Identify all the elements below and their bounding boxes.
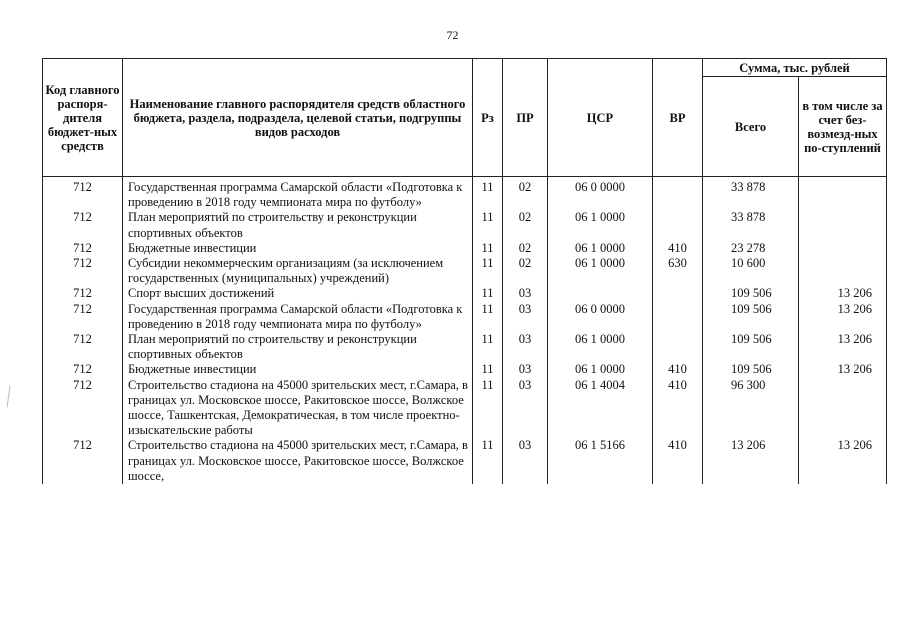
row-free <box>799 210 887 240</box>
header-pr: ПР <box>503 59 548 177</box>
table-row <box>43 302 887 332</box>
row-rz: 11 <box>473 286 503 301</box>
row-code: 712 <box>43 302 123 332</box>
table-row <box>43 256 887 286</box>
table-row <box>43 332 887 362</box>
row-csr: 06 1 5166 <box>548 438 653 484</box>
row-code: 712 <box>43 438 123 484</box>
row-csr: 06 1 4004 <box>548 378 653 439</box>
header-sum-group: Сумма, тыс. рублей <box>703 59 887 77</box>
row-vr <box>653 332 703 362</box>
row-code: 712 <box>43 241 123 256</box>
row-name: Спорт высших достижений <box>123 286 473 301</box>
row-name: Бюджетные инвестиции <box>123 362 473 377</box>
row-vr: 410 <box>653 241 703 256</box>
row-free <box>799 241 887 256</box>
row-vr: 410 <box>653 378 703 439</box>
row-csr <box>548 286 653 301</box>
row-csr: 06 1 0000 <box>548 241 653 256</box>
row-total: 13 206 <box>703 438 799 484</box>
row-code: 712 <box>43 210 123 240</box>
row-csr: 06 1 0000 <box>548 256 653 286</box>
row-name: Бюджетные инвестиции <box>123 241 473 256</box>
table-row <box>43 438 887 484</box>
table-body <box>43 177 887 485</box>
row-code: 712 <box>43 286 123 301</box>
row-rz: 11 <box>473 177 503 211</box>
row-name: Строительство стадиона на 45000 зрительских мест, г.Самара, в границах ул. Московское шоссе, Ракитовское шоссе, Волжское шоссе, <box>123 438 473 484</box>
row-csr: 06 1 0000 <box>548 362 653 377</box>
row-vr: 410 <box>653 438 703 484</box>
row-code: 712 <box>43 378 123 439</box>
row-vr <box>653 302 703 332</box>
row-pr: 03 <box>503 438 548 484</box>
row-name: План мероприятий по строительству и реконструкции спортивных объектов <box>123 332 473 362</box>
row-free <box>799 256 887 286</box>
row-free: 13 206 <box>799 332 887 362</box>
row-rz: 11 <box>473 210 503 240</box>
row-total: 10 600 <box>703 256 799 286</box>
row-total: 23 278 <box>703 241 799 256</box>
row-pr: 03 <box>503 362 548 377</box>
header-free: в том числе за счет без-возмезд-ных по-ступлений <box>799 77 887 177</box>
header-name: Наименование главного распорядителя средств областного бюджета, раздела, подраздела, целевой статьи, подгруппы видов расходов <box>123 59 473 177</box>
row-name: Государственная программа Самарской области «Подготовка к проведению в 2018 году чемпионата мира по футболу» <box>123 177 473 211</box>
header-rz: Рз <box>473 59 503 177</box>
row-free: 13 206 <box>799 438 887 484</box>
row-code: 712 <box>43 177 123 211</box>
row-csr: 06 0 0000 <box>548 177 653 211</box>
row-rz: 11 <box>473 256 503 286</box>
row-name: План мероприятий по строительству и реконструкции спортивных объектов <box>123 210 473 240</box>
table-header <box>43 59 887 177</box>
row-total: 109 506 <box>703 286 799 301</box>
row-code: 712 <box>43 256 123 286</box>
row-pr: 03 <box>503 286 548 301</box>
row-pr: 02 <box>503 241 548 256</box>
row-code: 712 <box>43 362 123 377</box>
row-free: 13 206 <box>799 286 887 301</box>
row-name: Государственная программа Самарской области «Подготовка к проведению в 2018 году чемпионата мира по футболу» <box>123 302 473 332</box>
header-code: Код главного распоря-дителя бюджет-ных средств <box>43 59 123 177</box>
row-total: 109 506 <box>703 332 799 362</box>
row-free: 13 206 <box>799 362 887 377</box>
row-total: 109 506 <box>703 362 799 377</box>
row-pr: 02 <box>503 177 548 211</box>
row-csr: 06 1 0000 <box>548 210 653 240</box>
row-rz: 11 <box>473 438 503 484</box>
row-free <box>799 177 887 211</box>
row-vr: 630 <box>653 256 703 286</box>
row-free <box>799 378 887 439</box>
table-row <box>43 241 887 256</box>
row-pr: 03 <box>503 378 548 439</box>
row-total: 96 300 <box>703 378 799 439</box>
row-free: 13 206 <box>799 302 887 332</box>
row-rz: 11 <box>473 378 503 439</box>
budget-table <box>42 58 887 484</box>
page-number: 72 <box>446 28 459 42</box>
row-rz: 11 <box>473 241 503 256</box>
table-row <box>43 286 887 301</box>
row-total: 33 878 <box>703 177 799 211</box>
table-row <box>43 177 887 211</box>
row-pr: 02 <box>503 256 548 286</box>
row-name: Строительство стадиона на 45000 зрительских мест, г.Самара, в границах ул. Московское шоссе, Ракитовское шоссе, Волжское шоссе, Ташкентская, Демократическая, в том числе проектно-изыскательские работы <box>123 378 473 439</box>
table-row <box>43 378 887 439</box>
header-vr: ВР <box>653 59 703 177</box>
row-rz: 11 <box>473 332 503 362</box>
row-rz: 11 <box>473 302 503 332</box>
row-pr: 03 <box>503 302 548 332</box>
row-vr <box>653 210 703 240</box>
table-row <box>43 210 887 240</box>
row-pr: 03 <box>503 332 548 362</box>
row-total: 109 506 <box>703 302 799 332</box>
row-total: 33 878 <box>703 210 799 240</box>
row-rz: 11 <box>473 362 503 377</box>
row-vr <box>653 177 703 211</box>
row-csr: 06 0 0000 <box>548 302 653 332</box>
row-name: Субсидии некоммерческим организациям (за исключением государственных (муниципальных) учреждений) <box>123 256 473 286</box>
row-code: 712 <box>43 332 123 362</box>
header-csr: ЦСР <box>548 59 653 177</box>
row-vr: 410 <box>653 362 703 377</box>
table-row <box>43 362 887 377</box>
row-csr: 06 1 0000 <box>548 332 653 362</box>
header-total: Всего <box>703 77 799 177</box>
margin-mark <box>7 386 17 409</box>
row-vr <box>653 286 703 301</box>
row-pr: 02 <box>503 210 548 240</box>
